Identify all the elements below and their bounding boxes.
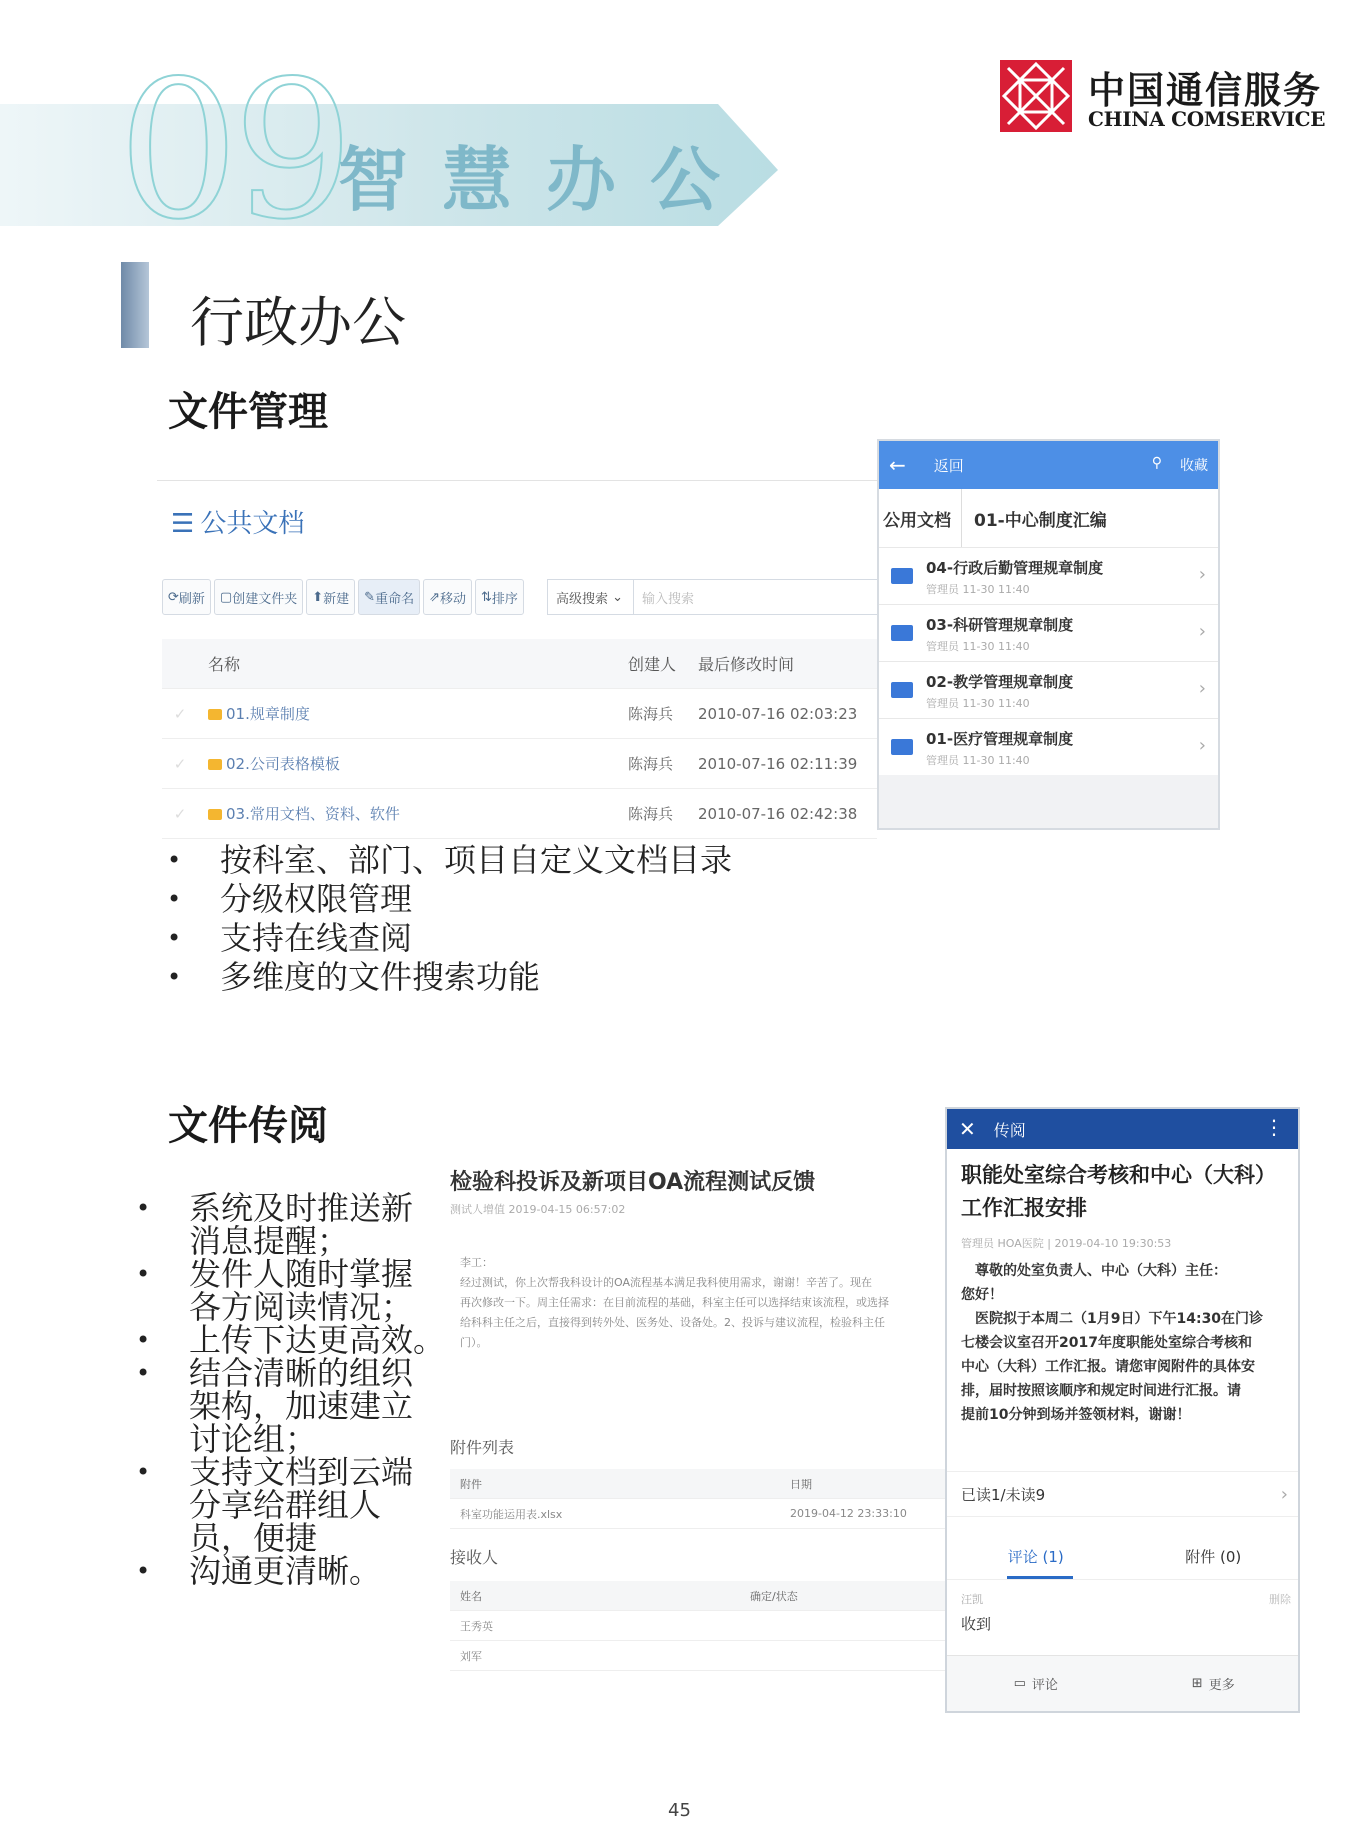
new-label: 新建	[323, 591, 350, 607]
doc-toolbar	[162, 579, 524, 615]
attachments-table	[450, 1469, 945, 1529]
item-meta: 管理员 11-30 11:40	[926, 640, 1030, 653]
comment-item	[961, 1591, 1291, 1634]
comment-delete-link[interactable]: 删除	[1269, 1593, 1291, 1606]
col-date: 日期	[790, 1477, 812, 1491]
advanced-search-select[interactable]	[548, 580, 634, 614]
col-attachment: 附件	[460, 1477, 482, 1491]
chevron-right-icon: ›	[1198, 621, 1206, 642]
header-label: 传阅	[993, 1120, 1026, 1140]
row-owner: 陈海兵	[628, 755, 674, 773]
mobile-header-actions	[1152, 455, 1208, 475]
folder-icon	[891, 625, 913, 641]
feature-item: • 沟通更清晰。	[189, 1555, 439, 1588]
section-title: 行政办公	[190, 291, 406, 354]
logo-mark-icon	[1000, 60, 1072, 132]
detail-tabs	[947, 1534, 1300, 1580]
list-item[interactable]	[879, 604, 1218, 661]
public-docs-title	[171, 503, 304, 540]
page-number: 45	[668, 1800, 691, 1821]
feature-item: • 结合清晰的组织架构，加速建立讨论组；	[189, 1357, 439, 1456]
table-row[interactable]	[162, 689, 877, 739]
feature-item: • 支持在线查阅	[220, 919, 732, 958]
chapter-number: 09	[118, 40, 348, 261]
circulation-mobile-header	[947, 1109, 1298, 1149]
file-circulation-features	[189, 1189, 446, 1590]
folder-icon	[891, 682, 913, 698]
circulation-footer	[947, 1655, 1300, 1711]
attachment-file[interactable]: 科室功能运用表.xlsx	[460, 1507, 563, 1521]
row-owner: 陈海兵	[628, 805, 674, 823]
row-name-text: 03.常用文档、资料、软件	[226, 805, 400, 823]
refresh-label: 刷新	[178, 591, 205, 607]
refresh-button[interactable]: ⟳ 刷新	[162, 579, 211, 615]
create-folder-button[interactable]: ▢ 创建文件夹	[214, 579, 303, 615]
read-status: 已读1/未读9	[961, 1485, 1046, 1504]
circulation-title: 检验科投诉及新项目OA流程测试反馈	[450, 1170, 816, 1195]
chevron-right-icon: ›	[1280, 1483, 1288, 1505]
section-accent-bar	[121, 262, 149, 348]
chevron-right-icon: ›	[1198, 678, 1206, 699]
table-row	[450, 1611, 945, 1641]
row-time: 2010-07-16 02:03:23	[698, 704, 858, 723]
item-name: 02-教学管理规章制度	[926, 673, 1074, 691]
col-name[interactable]: 名称	[208, 655, 241, 674]
message-line: 提前10分钟到场并签领材料，谢谢！	[961, 1407, 1191, 1423]
attachments-title: 附件列表	[450, 1438, 515, 1457]
comment-author: 汪凯	[961, 1593, 983, 1606]
file-management-title: 文件管理	[168, 389, 328, 435]
message-line: 排，届时按照该顺序和规定时间进行汇报。请	[961, 1383, 1241, 1399]
comment-icon: ▭	[1013, 1676, 1026, 1691]
circulation-greeting: 李工：	[460, 1256, 493, 1269]
sort-button[interactable]: ⇅ 排序	[475, 579, 524, 615]
tab-comments[interactable]: 评论 (1)	[947, 1534, 1125, 1579]
feature-item: • 多维度的文件搜索功能	[220, 958, 732, 997]
sort-label: 排序	[491, 591, 518, 607]
row-checkbox[interactable]: ✓	[173, 704, 187, 723]
circulation-desktop-screenshot	[450, 1165, 945, 1705]
chevron-right-icon: ›	[1198, 735, 1206, 756]
breadcrumb-current: 01-中心制度汇编	[974, 510, 1107, 531]
folder-icon	[208, 709, 222, 720]
recipients-title: 接收人	[450, 1548, 499, 1567]
tab-attachments[interactable]: 附件 (0)	[1185, 1548, 1242, 1566]
row-checkbox[interactable]: ✓	[173, 754, 187, 773]
col-owner[interactable]: 创建人	[628, 655, 677, 674]
col-modified[interactable]: 最后修改时间	[698, 655, 795, 674]
col-name: 姓名	[460, 1589, 482, 1603]
item-meta: 管理员 11-30 11:40	[926, 583, 1030, 596]
message-line: 七楼会议室召开2017年度职能处室综合考核和	[961, 1335, 1252, 1351]
breadcrumb	[879, 489, 1218, 547]
company-logo	[1000, 60, 1330, 132]
public-docs-title-text: 公共文档	[200, 509, 305, 539]
row-name[interactable]	[198, 703, 628, 724]
list-item[interactable]	[879, 718, 1218, 775]
circulation-line: 给科科主任之后，直接得到转外处、医务处、设备处。2、投诉与建议流程，检验科主任	[460, 1316, 885, 1329]
message-meta: 管理员 HOA医院 | 2019-04-10 19:30:53	[961, 1237, 1172, 1250]
message-title: 职能处室综合考核和中心（大科）工作汇报安排	[961, 1163, 1276, 1220]
row-name[interactable]	[198, 803, 628, 824]
item-meta: 管理员 11-30 11:40	[926, 697, 1030, 710]
item-name: 01-医疗管理规章制度	[926, 730, 1074, 748]
search-icon[interactable]: ⚲	[1151, 455, 1162, 471]
advanced-search-label: 高级搜索	[556, 591, 609, 607]
table-header-row	[162, 639, 877, 689]
feature-item: • 上传下达更高效。	[189, 1324, 439, 1357]
move-label: 移动	[439, 591, 466, 607]
comment-button[interactable]	[947, 1656, 1125, 1711]
comment-button-label: 评论	[1031, 1678, 1058, 1693]
table-row	[450, 1641, 945, 1671]
circulation-line: 经过测试，你上次帮我科设计的OA流程基本满足我科使用需求，谢谢！辛苦了。现在	[460, 1276, 872, 1289]
table-row[interactable]	[450, 1499, 945, 1529]
circulation-mobile-screenshot	[945, 1107, 1300, 1713]
mobile-docs-header	[879, 441, 1218, 489]
table-header-row	[450, 1469, 945, 1499]
rename-label: 重命名	[375, 591, 415, 607]
grid-icon: ⊞	[1191, 1676, 1203, 1691]
chapter-banner	[0, 40, 790, 261]
folder-icon	[891, 568, 913, 584]
message-line: 您好！	[961, 1287, 1003, 1303]
recipients-table	[450, 1581, 945, 1671]
table-row[interactable]	[162, 789, 877, 839]
logo-chinese-name: 中国通信服务	[1088, 69, 1322, 112]
message-line: 医院拟于本周二（1月9日）下午14:30在门诊	[975, 1311, 1264, 1327]
circulation-line: 再次修改一下。周主任需求：在目前流程的基础，科室主任可以选择结束该流程，或选择	[460, 1296, 889, 1309]
folder-icon	[891, 739, 913, 755]
item-meta: 管理员 11-30 11:40	[926, 754, 1030, 767]
circulation-line: 门）。	[460, 1336, 488, 1349]
circulation-meta: 测试人增值 2019-04-15 06:57:02	[450, 1203, 626, 1216]
message-body	[961, 1259, 1291, 1427]
message-line: 中心（大科）工作汇报。请您审阅附件的具体安	[961, 1359, 1255, 1375]
create-folder-label: 创建文件夹	[232, 591, 298, 607]
new-button[interactable]: ⬆ 新建	[306, 579, 355, 615]
more-button-label: 更多	[1208, 1678, 1235, 1693]
list-item[interactable]	[879, 661, 1218, 718]
more-button[interactable]	[1125, 1656, 1301, 1711]
circulation-body	[460, 1253, 940, 1353]
folder-icon	[208, 759, 222, 770]
file-management-features	[220, 841, 732, 997]
feature-item: • 支持文档到云端分享给群组人员，便捷	[189, 1456, 439, 1555]
logo-english-name: CHINA COMSERVICE	[1088, 107, 1326, 131]
breadcrumb-root[interactable]: 公用文档	[879, 489, 962, 547]
public-docs-desktop-screenshot	[157, 480, 877, 842]
row-name-text: 01.规章制度	[226, 705, 310, 723]
row-owner: 陈海兵	[628, 705, 674, 723]
row-name-text: 02.公司表格模板	[226, 755, 340, 773]
back-label[interactable]: 返回	[933, 456, 964, 475]
doc-table	[162, 639, 877, 839]
message-line: 尊敬的处室负责人、中心（大科）主任：	[975, 1263, 1227, 1279]
feature-item: • 发件人随时掌握各方阅读情况；	[189, 1258, 439, 1324]
list-item[interactable]	[879, 547, 1218, 604]
read-status-row[interactable]	[947, 1471, 1300, 1517]
table-row[interactable]	[162, 739, 877, 789]
move-button[interactable]: ⇗ 移动	[423, 579, 472, 615]
back-arrow-icon[interactable]: ←	[889, 453, 906, 477]
table-header-row	[450, 1581, 945, 1611]
recipient-name: 王秀英	[460, 1619, 493, 1633]
favorite-label[interactable]: 收藏	[1180, 458, 1208, 474]
feature-item: • 系统及时推送新消息提醒；	[189, 1192, 439, 1258]
mobile-docs-screenshot	[877, 439, 1220, 830]
chevron-down-icon: ⌄	[612, 589, 624, 605]
more-vertical-icon[interactable]: ⋮	[1264, 1115, 1284, 1139]
row-time: 2010-07-16 02:42:38	[698, 804, 858, 823]
list-icon: ☰	[171, 509, 195, 539]
rename-button[interactable]: ✎ 重命名	[358, 579, 420, 615]
doc-search	[547, 579, 877, 615]
row-checkbox[interactable]: ✓	[173, 804, 187, 823]
chevron-right-icon: ›	[1198, 564, 1206, 585]
attachment-date: 2019-04-12 23:33:10	[790, 1507, 907, 1520]
close-icon[interactable]: ✕	[959, 1117, 976, 1141]
col-status: 确定/状态	[750, 1589, 798, 1603]
recipient-name: 刘军	[460, 1649, 482, 1663]
row-name[interactable]	[198, 753, 628, 774]
file-circulation-title: 文件传阅	[168, 1103, 328, 1149]
feature-item: • 按科室、部门、项目自定义文档目录	[220, 841, 732, 880]
folder-icon	[208, 809, 222, 820]
comment-text: 收到	[961, 1615, 992, 1633]
row-time: 2010-07-16 02:11:39	[698, 754, 858, 773]
chapter-title: 智慧办公	[338, 139, 754, 221]
item-name: 03-科研管理规章制度	[926, 616, 1074, 634]
item-name: 04-行政后勤管理规章制度	[926, 559, 1104, 577]
feature-item: • 分级权限管理	[220, 880, 732, 919]
search-input[interactable]: 输入搜索	[642, 591, 695, 607]
